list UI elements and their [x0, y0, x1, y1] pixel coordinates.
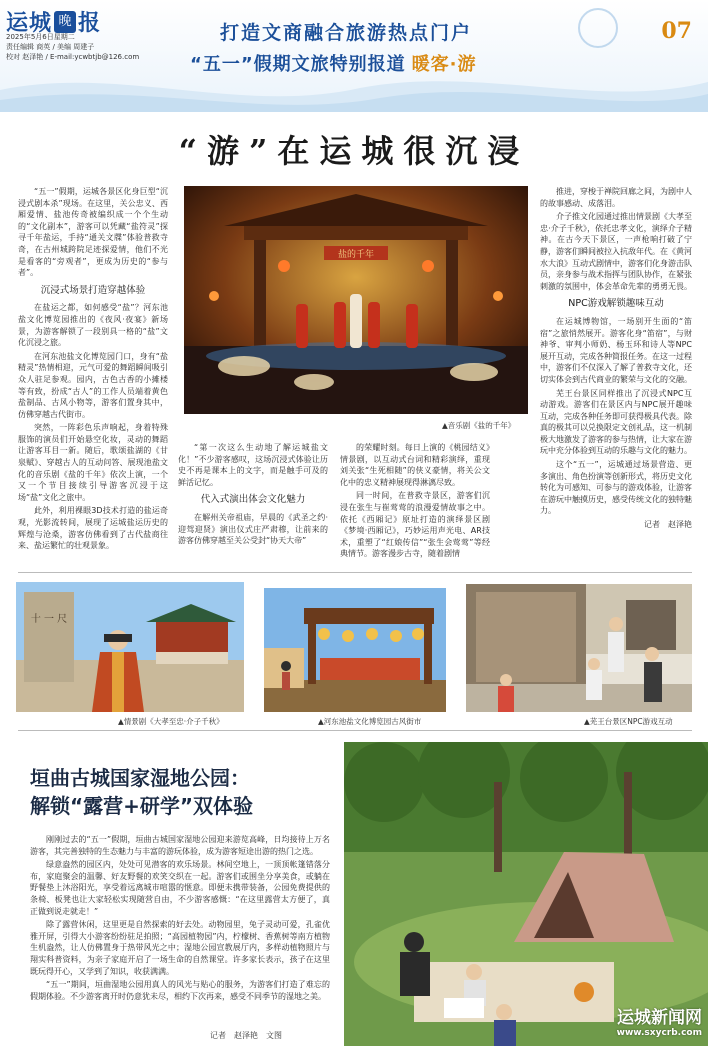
- section-subtitle-main: “五一”假期文旅特别报道: [190, 54, 406, 75]
- paragraph: 突然，一阵彩色乐声响起，身着特殊服饰的演员们开始悬空化妆，灵动的舞蹈让游客耳目一新。随后，歌颂盐湖的《甘泉赋》、穿越古人的互动问答、展现池盐文化的音乐剧《盐的千年》依次上演，一个又一个节目接续引导游客沉浸于这场“盐”文化之旅中。: [18, 423, 168, 502]
- photo-npc-game: [466, 584, 692, 712]
- paragraph: “五一”假期，运城各景区化身巨型“沉浸式剧本杀”现场。在这里，关公忠义、西厢爱情、盐池传奇被编织成一个个生动的“文化副本”，游客可以凭藏“盐符灵”探寻千年盐运，手持“通关文牒”体验普救寺奇，在古州城跨院足迹探爱情，他们不光是看客的“旁观者”，更成为历史的“参与者”。: [18, 187, 168, 278]
- site-watermark: [617, 1003, 702, 1038]
- paragraph: 绿意盎然的园区内，处处可见潜客的欢乐场景。林间空地上，一顶顶帐篷错落分布，家庭聚会的温馨、好友野餐的欢笑交织在一起。游客们或围坐分享美食，或躺在野餐垫上沐浴阳光，享受着远离城市喧嚣的惬意。即便未携带装备，公园免费提供的条椅、板凳也让大家轻松实现随营自由，不少游客感慨：“在这里露营太方便了，真正做到说走就走！”: [30, 860, 330, 916]
- paragraph: 在解州关帝祖庙，早晨的《武圣之约·迎驾迎贤》演出仪式庄严肃穆，让前来的游客仿佛穿越至关公受封“协天大帝”: [178, 512, 328, 546]
- photo-wetland-camping: [344, 742, 708, 1046]
- camping-illustration: [344, 742, 708, 1046]
- caption-photo-2: ▲河东池盐文化博览园古风街市: [318, 717, 422, 726]
- section-title: 打造文商融合旅游热点门户: [220, 22, 473, 44]
- paragraph: 的荣耀时刻。每日上演的《桃园结义》情景剧，以互动式台词和精彩演绎，重现刘关张“生死相随”的侠义豪情，将关公文化中的忠义精神展现得淋漓尽致。: [340, 443, 490, 487]
- paragraph: “第一次这么生动地了解运城盐文化！”不少游客感叹，这场沉浸式体验让历史不再是课本上的文字，而是触手可及的鲜活记忆。: [178, 443, 328, 487]
- npc-game-illustration: [466, 584, 692, 712]
- paragraph: 芜王台景区同样推出了沉浸式NPC互动游戏。游客们在景区内与NPC展开趣味互动，完成各种任务即可获得极具代表。除真的极其可以兑换限定文创礼品，这一机制极大地激发了游客的参与热情，让大家在游玩中充分体验到互动的乐趣与文化的魅力。: [540, 388, 692, 456]
- issue-proof: 校对 赵泽艳 / E-mail:ycwbtjb@126.com: [6, 53, 140, 61]
- stele-inscription: 十 一 尺: [30, 614, 68, 625]
- paragraph: 刚刚过去的“五一”假期，垣曲古城国家湿地公园迎来游览高峰，日均接待上万名游客，其完善独特的生态魅力与丰富的游玩体验，成为游客短途出游的热门之选。: [30, 835, 330, 856]
- story2-headline: [30, 764, 253, 820]
- story2-headline-line1: 垣曲古城国家湿地公园：: [30, 766, 250, 790]
- paragraph: 这个“五一”，运城通过场景营造、更多演出、角色扮演等创新形式，将历史文化转化为可感知、可参与的游戏体验，让游客在游玩中触摸历史，感受传统文化的独特魅力。: [540, 460, 692, 516]
- paragraph: 在盐运之都，如何感受“盐”？河东池盐文化博览园推出的《夜风·夜宴》新场景，为游客解锁了一段别具一格的“盐”文化沉浸之旅。: [18, 303, 168, 348]
- section-subtitle: [190, 50, 477, 76]
- photo-salt-musical: [184, 186, 528, 414]
- subheading: 沉浸式场景打造穿越体验: [40, 284, 146, 296]
- photo-jiezitui-drama: [16, 582, 244, 712]
- masthead-suffix: 报: [78, 10, 102, 36]
- paragraph: 推进，穿梭于禅院回廊之间，为剧中人的故事感动、成落泪。: [540, 187, 692, 208]
- ancient-street-illustration: [264, 588, 446, 712]
- masthead-name: 运城: [6, 10, 53, 36]
- paragraph: 此外，利用裸眼3D技术打造的盐运奇观，光影流转间，展现了运城盐运历史的辉煌与沧桑，游客仿佛看到了古代盐商往来、盐运繁忙的壮观景象。: [18, 506, 168, 551]
- subheading: NPC游戏解锁趣味互动: [568, 298, 664, 310]
- story1-column-3: [340, 442, 490, 560]
- masthead-seal: 晚: [54, 11, 76, 33]
- story1-headline: “游”在运城很沉浸: [178, 132, 530, 170]
- divider: [18, 730, 692, 731]
- stage-illustration: [184, 186, 528, 414]
- issue-meta: [6, 32, 139, 62]
- paragraph: “五一”期间，垣曲湿地公园用真人的风光与贴心的服务，为游客们打造了难忘的假期体验。不少游客离开时仍意犹未尽，相约下次再来，感受不同季节的湿地之美。: [30, 980, 330, 1001]
- issue-editors: 责任编辑 商英 / 美编 周建子: [6, 43, 95, 51]
- story2-byline: 记者 赵泽艳 文图: [210, 1031, 282, 1040]
- header-circle-decoration: [578, 8, 618, 48]
- caption-photo-1: ▲情景剧《大孝至忠·介子千秋》: [118, 717, 224, 726]
- watermark-url: www.sxycrb.com: [616, 1028, 702, 1038]
- paragraph: 介子推文化园通过推出情景剧《大孝至忠·介子千秋》，依托忠孝文化，演绎介子精神。在古今天下景区，一声枪响打破了宁静，游客们瞬间被拉入抗敌年代。在《黄河水大浪》互动式剧情中，游客们化身游击队员，亲身参与战术指挥与团队协作，在紧张刺激的氛围中，体会革命先辈的勇勇无畏。: [540, 212, 692, 291]
- paragraph: 同一时间，在普救寺景区，游客们沉浸在张生与崔莺莺的浪漫爱情故事之中。依托《西厢记》原址打造的演绎景区剧《梦境·西厢记》，巧妙运用声光电、AR技术，重塑了“红娘传信”“张生会莺莺”等经典情节。游客漫步古寺，随着剧情: [340, 491, 490, 559]
- page-number: 07: [661, 18, 692, 44]
- caption-photo-3: ▲芜王台景区NPC游戏互动: [584, 717, 673, 726]
- paragraph: 除了露营休闲，这里更是自然探索的好去处。动物园里，兔子灵动可爱，孔雀优雅开屏，引得大小游客纷纷驻足拍照；“高园植物园”内，柠檬树、香蕉树等南方植物生机盎然，让人仿佛置身于热带风光之中；湿地公园宣教展厅内，多样动植物照片与翔实科普资料，为亲子家庭开启了一场生命的自然课堂。许多家长表示，孩子在这里既玩得开心，又学到了知识，收获满满。: [30, 920, 330, 976]
- story1-column-1: [18, 186, 168, 560]
- story1-byline: 记者 赵泽艳: [644, 520, 692, 530]
- issue-date: 2025年5月6日星期二: [6, 33, 75, 41]
- story2-body: [30, 834, 330, 1024]
- photo-ancient-street: [264, 588, 446, 712]
- story1-column-2: [178, 442, 328, 560]
- story2-headline-line2: 解锁“露营+研学”双体验: [30, 794, 254, 818]
- paragraph: 在河东池盐文化博览园门口，身有“盐精灵”热情相迎，元气可爱的舞蹈瞬间吸引众人驻足参观。园内，古色古香的小摊楼等有致，扮成“古人”的工作人员端着黄色盐制品、古风小物等，游客们置身其中，仿佛穿越古代街市。: [18, 351, 168, 419]
- story1-column-4: [540, 186, 692, 560]
- jiezitui-illustration: [16, 582, 244, 712]
- caption-main-photo: ▲音乐剧《盐的千年》: [442, 421, 516, 430]
- watermark-name: 运城新闻网: [617, 1008, 702, 1028]
- section-subtitle-accent: 暖客·游: [411, 54, 477, 75]
- page-header: [0, 0, 708, 112]
- subheading: 代入式演出体会文化魅力: [200, 494, 306, 506]
- paragraph: 在运城博物馆，一场别开生面的“笛宿”之旅悄然展开。游客化身“笛宿”，与财神爷、审判小师奶、杨玉环和诗人等NPC展开互动，完成各种简报任务。在这一过程中，游客们不仅深入了解了普救寺文化，还切实体会到古代商业的繁荣与文化的交融。: [540, 316, 692, 384]
- divider: [18, 572, 692, 573]
- stage-sign: 盐的千年: [337, 250, 375, 260]
